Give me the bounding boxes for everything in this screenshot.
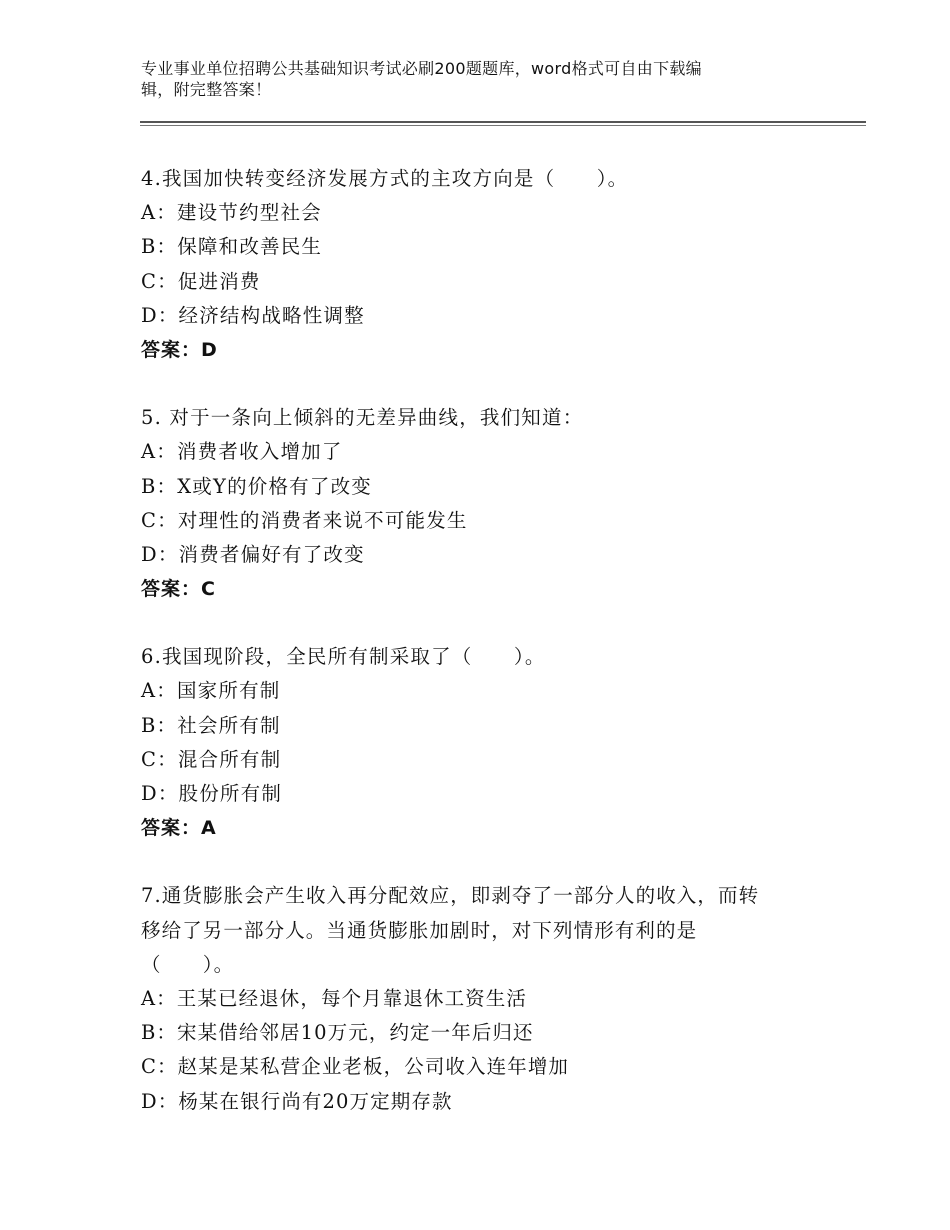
option-d: D：股份所有制 <box>141 782 283 805</box>
option-b: B：宋某借给邻居10万元，约定一年后归还 <box>141 1021 534 1045</box>
option-d: D：杨某在银行尚有20万定期存款 <box>141 1089 453 1113</box>
question-stem: 6.我国现阶段，全民所有制采取了（ ）。 <box>141 645 546 669</box>
answer: 答案：A <box>141 817 217 840</box>
option-c: C：赵某是某私营企业老板，公司收入连年增加 <box>141 1055 570 1079</box>
option-b: B：保障和改善民生 <box>141 235 323 259</box>
option-c: C：促进消费 <box>141 269 261 293</box>
question-5 <box>141 401 821 606</box>
document-header <box>141 58 801 100</box>
question-stem-line-3: （ ）。 <box>141 952 235 976</box>
question-stem-line-2: 移给了另一部分人。当通货膨胀加剧时，对下列情形有利的是 <box>141 918 698 942</box>
option-a: A：国家所有制 <box>141 679 281 703</box>
answer: 答案：C <box>141 578 216 601</box>
question-6 <box>141 640 821 845</box>
header-line-2: 辑，附完整答案！ <box>141 80 272 99</box>
question-stem: 4.我国加快转变经济发展方式的主攻方向是（ ）。 <box>141 167 629 190</box>
option-a: A：消费者收入增加了 <box>141 440 343 464</box>
header-line-1: 专业事业单位招聘公共基础知识考试必刷200题题库，word格式可自由下载编 <box>141 59 702 78</box>
option-c: C：对理性的消费者来说不可能发生 <box>141 508 468 532</box>
question-stem-line-1: 7.通货膨胀会产生收入再分配效应，即剥夺了一部分人的收入，而转 <box>141 884 760 908</box>
option-c: C：混合所有制 <box>141 747 282 771</box>
question-7 <box>141 879 821 1118</box>
option-a: A：王某已经退休，每个月靠退休工资生活 <box>141 986 527 1010</box>
option-d: D：经济结构战略性调整 <box>141 303 365 327</box>
option-b: B：X或Y的价格有了改变 <box>141 474 372 498</box>
question-4 <box>141 162 821 367</box>
option-b: B：社会所有制 <box>141 713 281 737</box>
question-list <box>141 162 821 1153</box>
option-a: A：建设节约型社会 <box>141 201 322 225</box>
header-divider-thick <box>140 121 866 123</box>
header-divider-thin <box>140 125 866 126</box>
answer: 答案：D <box>141 338 218 361</box>
question-stem: 5. 对于一条向上倾斜的无差异曲线，我们知道： <box>141 406 584 430</box>
option-d: D：消费者偏好有了改变 <box>141 542 365 566</box>
